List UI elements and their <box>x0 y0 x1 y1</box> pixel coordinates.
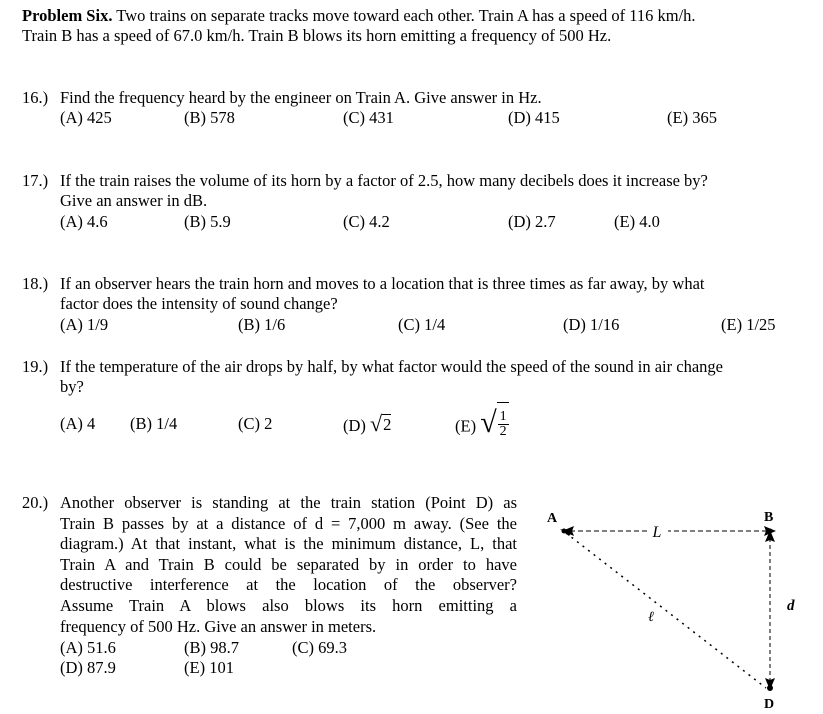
label-b: B <box>764 510 774 525</box>
q20-text-line-5: destructive interference at the location of the observer? <box>60 575 517 595</box>
q19-choice-d <box>343 413 391 436</box>
q18-text-1: If an observer hears the train horn and moves to a location that is three times as far away, by what <box>60 274 705 293</box>
q20-line-1 <box>22 493 517 514</box>
q16-text: Find the frequency heard by the engineer on Train A. Give answer in Hz. <box>60 88 542 107</box>
q20-text-line-6: Assume Train A blows also blows its horn emitting a <box>60 595 517 615</box>
radical-sign: √ <box>480 405 497 439</box>
point-d-marker <box>767 685 773 691</box>
q18-number: 18.) <box>22 274 49 293</box>
label-L: L <box>652 524 662 541</box>
q19-text-2: by? <box>60 377 84 396</box>
problem-intro-line-1 <box>22 6 696 26</box>
q20-text-line-2: Train B passes by at a distance of d = 7,000 m away. (See the <box>60 513 517 533</box>
q19-text-1: If the temperature of the air drops by half, by what factor would the speed of the sound in air change <box>60 357 723 376</box>
q19-choice-d-label: (D) <box>343 416 366 435</box>
q18-choice-b: (B) 1/6 <box>238 315 286 334</box>
q20-text-line-4: Train A and Train B could be separated by in order to have <box>60 554 517 574</box>
q20-number: 20.) <box>22 493 49 512</box>
q19-number: 19.) <box>22 357 49 376</box>
q17-text-2: Give an answer in dB. <box>60 191 208 210</box>
q20-choice-d: (D) 87.9 <box>60 658 116 677</box>
fraction <box>498 410 509 439</box>
problem-intro-line-2: Train B has a speed of 67.0 km/h. Train B blows its horn emitting a frequency of 500 Hz. <box>22 26 612 45</box>
q20-text-line-7: frequency of 500 Hz. Give an answer in meters. <box>60 616 377 636</box>
q18-choice-c: (C) 1/4 <box>398 315 446 334</box>
q17-choice-c: (C) 4.2 <box>343 212 390 231</box>
q20-choice-b: (B) 98.7 <box>184 638 239 657</box>
q18-choice-e: (E) 1/25 <box>721 315 776 334</box>
label-a: A <box>547 511 558 526</box>
q20-choice-e: (E) 101 <box>184 658 234 677</box>
q18-choice-a: (A) 1/9 <box>60 315 109 334</box>
q20-text-line-3: diagram.) At that instant, what is the minimum distance, L, that <box>60 534 517 554</box>
problem-heading: Problem Six. <box>22 6 113 25</box>
q20-body <box>22 493 517 637</box>
q16-choice-c: (C) 431 <box>343 108 394 127</box>
train-triangle-diagram <box>530 500 820 712</box>
q19-choice-a: (A) 4 <box>60 414 96 433</box>
q19-choice-e-label: (E) <box>455 416 477 436</box>
q17-choice-a: (A) 4.6 <box>60 212 108 231</box>
point-a-marker <box>562 529 567 534</box>
label-l: ℓ <box>648 610 654 625</box>
q19-choice-c: (C) 2 <box>238 414 273 433</box>
label-distance-d: d <box>787 598 795 614</box>
q17-number: 17.) <box>22 171 49 190</box>
fraction-denominator: 2 <box>499 423 507 439</box>
q16-choice-d: (D) 415 <box>508 108 560 127</box>
q16-choice-a: (A) 425 <box>60 108 112 127</box>
label-d: D <box>764 697 775 712</box>
q20-choice-c: (C) 69.3 <box>292 638 347 657</box>
q18-choice-d: (D) 1/16 <box>563 315 620 334</box>
q20-choice-a: (A) 51.6 <box>60 638 116 657</box>
point-b-marker <box>768 529 773 534</box>
q17-choice-b: (B) 5.9 <box>184 212 231 231</box>
q16-choice-b: (B) 578 <box>184 108 235 127</box>
distance-l-line <box>566 533 766 688</box>
q19-d-radicand: 2 <box>383 414 392 434</box>
q17-choice-d: (D) 2.7 <box>508 212 556 231</box>
q19-choice-e <box>455 402 509 447</box>
q17-text-1: If the train raises the volume of its horn by a factor of 2.5, how many decibels does it increase by? <box>60 171 708 190</box>
problem-intro-text-1: Two trains on separate tracks move toward each other. Train A has a speed of 116 km/h. <box>116 6 696 25</box>
radical-sign: √ <box>370 411 383 436</box>
fraction-numerator: 1 <box>499 408 507 424</box>
q20-text-line-1: Another observer is standing at the train station (Point D) as <box>60 493 517 512</box>
q19-choice-b: (B) 1/4 <box>130 414 178 433</box>
q17-choice-e: (E) 4.0 <box>614 212 660 231</box>
fraction-one-half <box>497 402 509 443</box>
sqrt-half-expression <box>480 402 508 443</box>
q18-text-2: factor does the intensity of sound change? <box>60 294 338 313</box>
sqrt-two-expression <box>370 413 391 435</box>
q16-number: 16.) <box>22 88 49 107</box>
q16-choice-e: (E) 365 <box>667 108 717 127</box>
